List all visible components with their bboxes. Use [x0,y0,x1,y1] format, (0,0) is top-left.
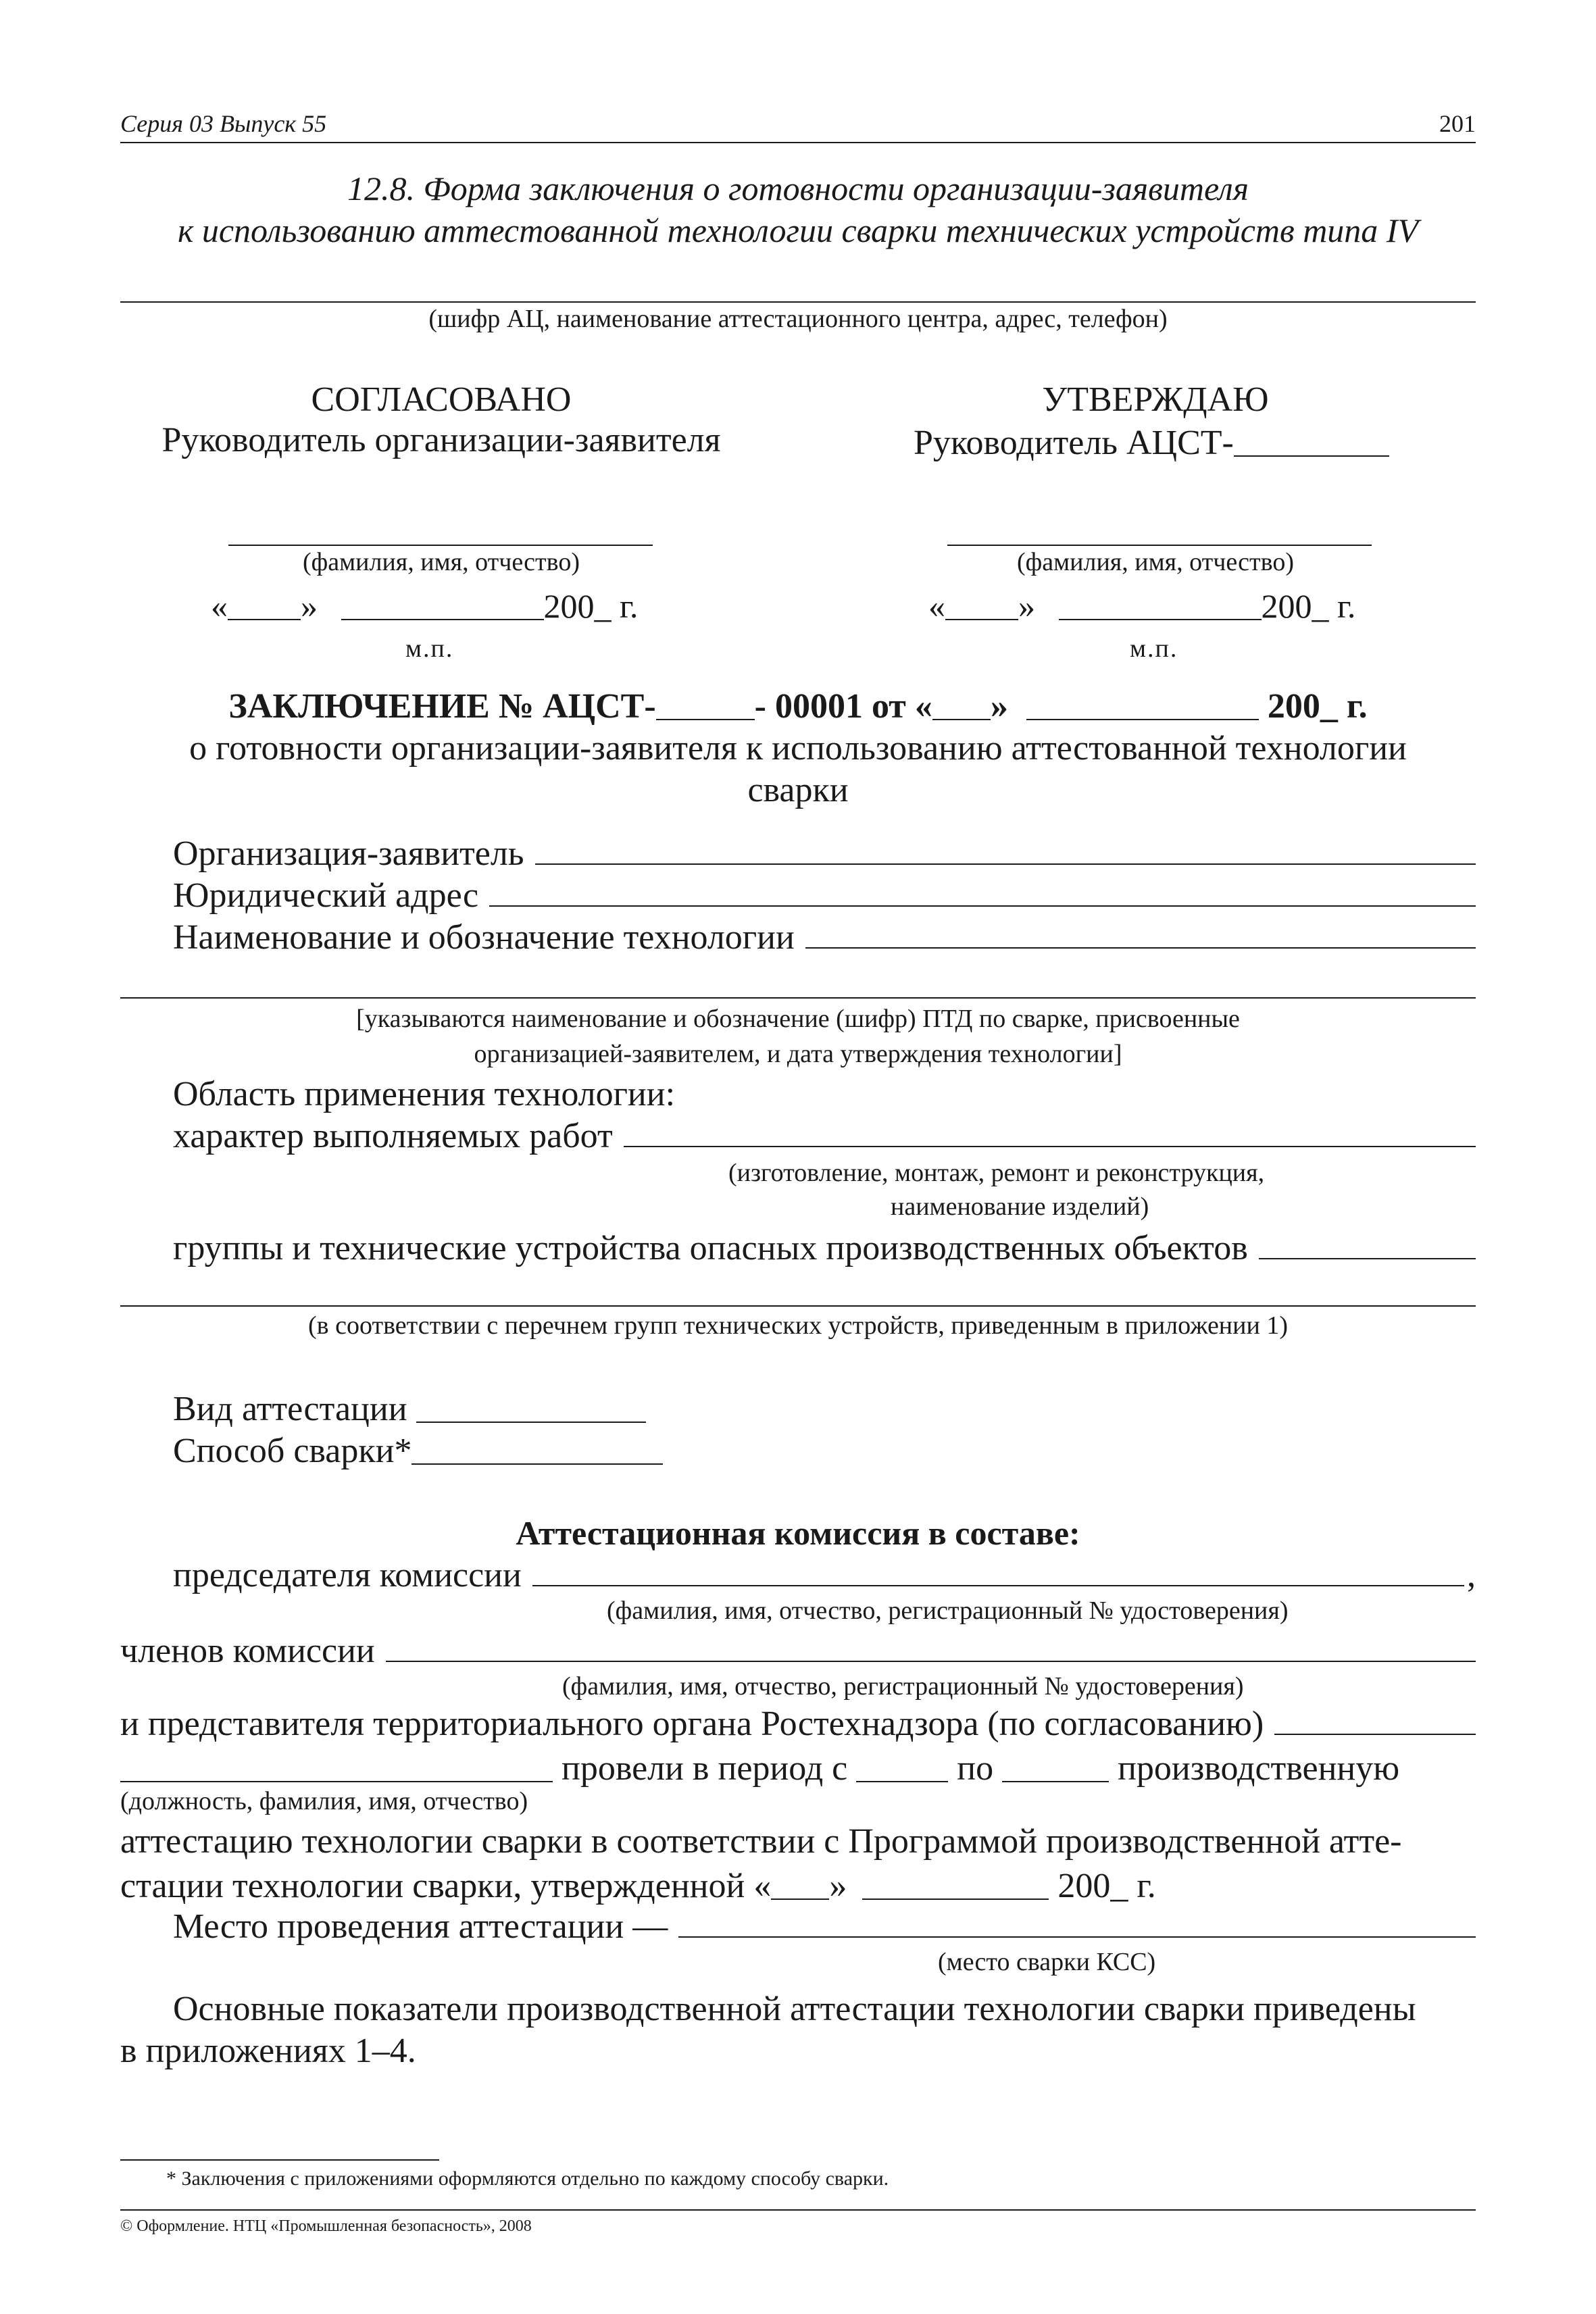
approved-stamp: м.п. [1130,634,1178,663]
place-caption: (место сварки КСС) [938,1948,1156,1976]
header-rule [120,142,1476,143]
footnote: * Заключения с приложениями оформляются отдельно по каждому способу сварки. [166,2167,889,2190]
scope-works-line [624,1146,1476,1147]
agreed-heading: СОГЛАСОВАНО [311,380,572,419]
agreed-signature-line [228,545,653,546]
field-tech-line [805,947,1476,949]
approved-signature-line [947,545,1372,546]
results-text-line2: в приложениях 1–4. [120,2032,416,2070]
copyright: © Оформление. НТЦ «Промышленная безопасность», 2008 [120,2217,532,2235]
field-tech-line2 [120,997,1476,999]
scope-groups-line2 [120,1305,1476,1307]
scope-works: характер выполняемых работ [173,1116,1476,1156]
page-number: 201 [1439,110,1476,137]
agreed-caption: (фамилия, имя, отчество) [302,548,580,576]
attest-method: Способ сварки* [173,1428,663,1471]
center-name-line [120,301,1476,303]
groups-caption: (в соответствии с перечнем групп технических устройств, приведенным в приложении 1) [308,1311,1288,1340]
members-caption: (фамилия, имя, отчество, регистрационный № удостоверения) [562,1672,1244,1701]
agreed-date: « » 200_ г. [211,585,638,626]
attest-type: Вид аттестации [173,1386,646,1429]
field-org-line [535,863,1476,865]
members-line [386,1661,1476,1662]
field-address: Юридический адрес [173,876,1476,915]
approved-date: « » 200_ г. [928,585,1355,626]
results-text: Основные показатели производственной аттестации технологии сварки приведены [173,1990,1416,2028]
commission-members: членов комиссии [120,1631,1476,1671]
commission-text-line2: стации технологии сварки, утвержденной « » 200_ г. [120,1863,1156,1906]
conclusion-subtitle: о готовности организации-заявителя к использованию аттестованной технологии [189,729,1407,768]
agreed-role: Руководитель организации-заявителя [161,421,721,459]
commission-period: провели в период с по производственную [120,1746,1399,1788]
field-address-line [489,905,1476,907]
field-org: Организация-заявитель [173,834,1476,874]
rep-line [1274,1734,1476,1735]
works-caption-line2: наименование изделий) [891,1192,1149,1221]
chairman-caption: (фамилия, имя, отчество, регистрационный № удостоверения) [607,1596,1289,1625]
approved-role: Руководитель АЦСТ- [914,420,1389,463]
field-tech: Наименование и обозначение технологии [173,917,1476,957]
conclusion-title: ЗАКЛЮЧЕНИЕ № АЦСТ- - 00001 от « » 200_ г. [120,684,1476,726]
footnote-rule [120,2159,439,2161]
approved-heading: УТВЕРЖДАЮ [1042,380,1269,419]
page-title: 12.8. Форма заключения о готовности организации-заявителя [347,170,1249,207]
center-caption: (шифр АЦ, наименование аттестационного центра, адрес, телефон) [428,305,1168,333]
commission-chairman: председателя комиссии , [173,1556,1476,1594]
ptd-caption-line2: организацией-заявителем, и дата утверждения технологии] [474,1040,1122,1068]
commission-rep: и представителя территориального органа Ростехнадзора (по согласованию) [120,1704,1476,1744]
scope-groups-line [1259,1258,1476,1259]
commission-heading: Аттестационная комиссия в составе: [516,1514,1080,1552]
scope-groups: группы и технические устройства опасных производственных объектов [173,1228,1476,1268]
chairman-line [532,1585,1464,1586]
commission-text: аттестацию технологии сварки в соответствии с Программой производственной атте- [120,1822,1402,1861]
page-title-line2: к использованию аттестованной технологии сварки технических устройств типа IV [177,211,1419,249]
place-line [678,1936,1476,1938]
series-label: Серия 03 Выпуск 55 [120,110,327,137]
ptd-caption: [указываются наименование и обозначение (шифр) ПТД по сварке, присвоенные [356,1005,1240,1033]
agreed-stamp: м.п. [405,634,454,663]
footer-rule [120,2209,1476,2211]
approved-caption: (фамилия, имя, отчество) [1016,548,1294,576]
attest-place: Место проведения аттестации — [173,1907,1476,1946]
conclusion-subtitle-line2: сварки [747,771,849,809]
works-caption: (изготовление, монтаж, ремонт и реконструкция, [728,1159,1265,1187]
scope-title: Область применения технологии: [173,1075,676,1113]
rep-caption: (должность, фамилия, имя, отчество) [120,1787,528,1815]
